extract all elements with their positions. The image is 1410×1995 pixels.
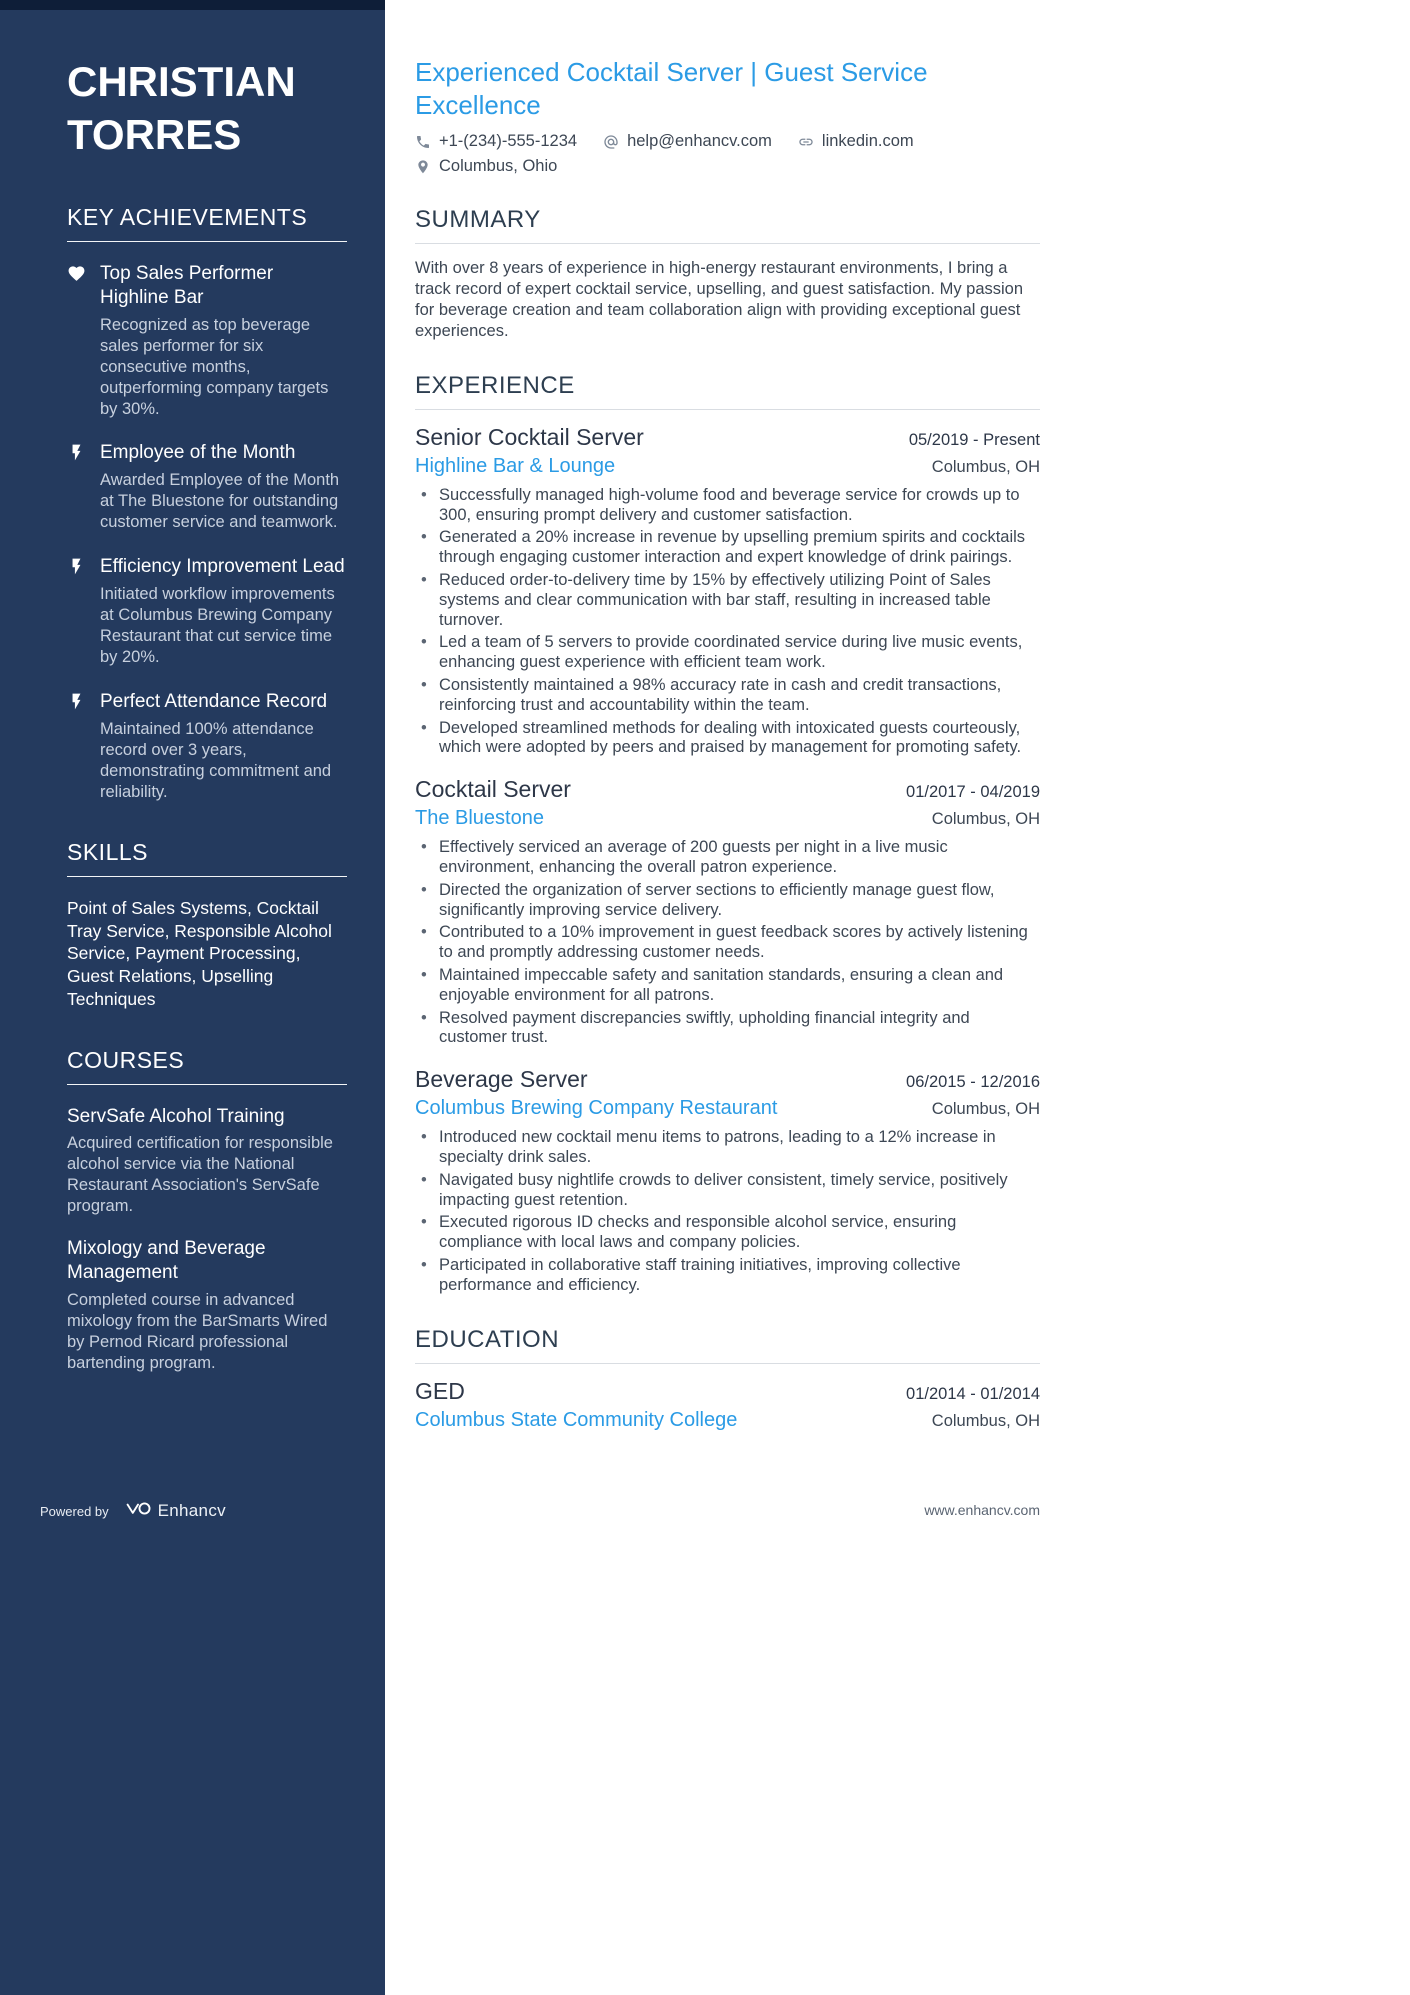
- job-dates: 05/2019 - Present: [908, 430, 1040, 449]
- sidebar-top-accent-bar: [0, 0, 385, 10]
- experience-heading: EXPERIENCE: [415, 372, 1040, 410]
- summary-heading: SUMMARY: [415, 206, 1040, 244]
- job-bullet-list: [415, 1128, 1040, 1295]
- powered-by-footer: [40, 1500, 226, 1522]
- experience-entry: [415, 1066, 1040, 1295]
- education-dates: 01/2014 - 01/2014: [906, 1384, 1040, 1403]
- sidebar: [0, 0, 385, 1995]
- job-location: Columbus, OH: [931, 810, 1040, 829]
- skills-heading: SKILLS: [67, 839, 347, 877]
- email-at-icon: [603, 134, 619, 150]
- achievement-text: Maintained 100% attendance record over 3 years, demonstrating commitment and reliability.: [100, 719, 332, 801]
- phone-number: +1-(234)-555-1234: [439, 132, 578, 151]
- achievement-title: Perfect Attendance Record: [100, 691, 328, 712]
- achievement-title: Top Sales Performer Highline Bar: [100, 262, 274, 308]
- job-bullet: • Introduced new cocktail menu items to patrons, leading to a 12% increase in specialty drink sales.: [415, 1128, 1040, 1168]
- job-bullet: • Effectively serviced an average of 200 guests per night in a live music environment, enhancing the overall patron experience.: [415, 838, 1040, 878]
- job-dates: 01/2017 - 04/2019: [906, 783, 1040, 802]
- achievement-text: Recognized as top beverage sales performer for six consecutive months, outperforming company targets by 30%.: [100, 315, 329, 418]
- course-item: [67, 1105, 347, 1218]
- experience-entry: [415, 776, 1040, 1048]
- enhancv-brand-label: Enhancv: [157, 1501, 226, 1520]
- location-item: [415, 157, 557, 176]
- job-bullet: • Successfully managed high-volume food and beverage service for crowds up to 300, ensuring prompt delivery and customer satisfaction.: [415, 486, 1040, 526]
- education-heading: EDUCATION: [415, 1326, 1040, 1364]
- job-dates: 06/2015 - 12/2016: [906, 1073, 1040, 1092]
- main-content: [385, 0, 1410, 1995]
- achievement-text: Awarded Employee of the Month at The Bluestone for outstanding customer service and teamwork.: [100, 471, 340, 532]
- course-title: Mixology and Beverage Management: [67, 1238, 266, 1284]
- job-bullet-list: [415, 838, 1040, 1048]
- resume-headline: Experienced Cocktail Server | Guest Service Excellence: [415, 57, 928, 121]
- achievement-item: [67, 441, 347, 533]
- education-school: Columbus State Community College: [415, 1408, 738, 1431]
- bolt-icon: [67, 555, 87, 668]
- job-bullet: • Generated a 20% increase in revenue by upselling premium spirits and cocktails through engaging customer interaction and expert knowledge of drink pairings.: [415, 528, 1040, 568]
- job-role: Beverage Server: [415, 1066, 588, 1093]
- experience-entry: [415, 424, 1040, 758]
- job-company: Columbus Brewing Company Restaurant: [415, 1097, 778, 1120]
- contact-row: [415, 157, 1040, 176]
- course-text: Completed course in advanced mixology from the BarSmarts Wired by Pernod Ricard professional bartending program.: [67, 1291, 328, 1372]
- heart-icon: [67, 262, 87, 420]
- achievement-title: Efficiency Improvement Lead: [100, 556, 345, 578]
- courses-heading: COURSES: [67, 1047, 347, 1085]
- job-bullet: • Led a team of 5 servers to provide coordinated service during live music events, enhancing guest experience with efficient team work.: [415, 633, 1040, 673]
- job-bullet: • Navigated busy nightlife crowds to deliver consistent, timely service, positively impacting guest retention.: [415, 1171, 1040, 1211]
- job-bullet: • Participated in collaborative staff training initiatives, improving collective performance and efficiency.: [415, 1256, 1040, 1296]
- achievement-item: [67, 262, 347, 420]
- education-entry: [415, 1378, 1040, 1432]
- phone-link[interactable]: [415, 132, 577, 151]
- linkedin-link[interactable]: [798, 132, 914, 151]
- enhancv-logo-icon: [125, 1500, 151, 1522]
- job-bullet: • Consistently maintained a 98% accuracy rate in cash and credit transactions, reinforcing trust and accountability within the team.: [415, 676, 1040, 716]
- job-location: Columbus, OH: [931, 457, 1040, 476]
- job-company: Highline Bar & Lounge: [415, 454, 616, 477]
- education-location: Columbus, OH: [931, 1411, 1040, 1430]
- course-item: [67, 1237, 347, 1374]
- job-bullet-list: [415, 486, 1040, 758]
- key-achievements-heading: KEY ACHIEVEMENTS: [67, 204, 347, 242]
- job-bullet: • Contributed to a 10% improvement in guest feedback scores by actively listening to and promptly addressing customer needs.: [415, 923, 1040, 963]
- phone-icon: [415, 134, 431, 150]
- job-location: Columbus, OH: [931, 1100, 1040, 1119]
- achievement-item: [67, 690, 347, 803]
- bolt-icon: [67, 441, 87, 533]
- job-bullet: • Directed the organization of server sections to efficiently manage guest flow, significantly improving service delivery.: [415, 881, 1040, 921]
- email-link[interactable]: [603, 132, 772, 151]
- job-bullet: • Reduced order-to-delivery time by 15% by effectively utilizing Point of Sales systems and clear communication with bar staff, resulting in increased table turnover.: [415, 571, 1040, 630]
- summary-text: With over 8 years of experience in high-energy restaurant environments, I bring a track record of expert cocktail service, upselling, and guest satisfaction. My passion for beverage creation and team collaboration align with providing exceptional guest experiences.: [415, 259, 1024, 340]
- job-company: The Bluestone: [415, 807, 544, 830]
- job-bullet: • Executed rigorous ID checks and responsible alcohol service, ensuring compliance with local laws and company policies.: [415, 1213, 1040, 1253]
- bolt-icon: [67, 690, 87, 803]
- course-title: ServSafe Alcohol Training: [67, 1105, 285, 1127]
- location-text: Columbus, Ohio: [439, 157, 558, 176]
- achievement-text: Initiated workflow improvements at Columbus Brewing Company Restaurant that cut service time by 20%.: [100, 585, 335, 667]
- course-text: Acquired certification for responsible alcohol service via the National Restaurant Association's ServSafe program.: [67, 1134, 333, 1216]
- candidate-name: CHRISTIAN TORRES: [67, 58, 296, 158]
- job-role: Cocktail Server: [415, 776, 571, 803]
- job-bullet: • Maintained impeccable safety and sanitation standards, ensuring a clean and enjoyable environment for all patrons.: [415, 966, 1040, 1006]
- job-role: Senior Cocktail Server: [415, 423, 644, 450]
- skills-list: Point of Sales Systems, Cocktail Tray Service, Responsible Alcohol Service, Payment Processing, Guest Relations, Upselling Techniques: [67, 897, 332, 1009]
- enhancv-brand-link[interactable]: [125, 1500, 226, 1522]
- powered-by-label: Powered by: [40, 1503, 109, 1519]
- achievement-title: Employee of the Month: [100, 442, 296, 464]
- location-pin-icon: [415, 159, 431, 175]
- job-bullet: • Developed streamlined methods for dealing with intoxicated guests courteously, which were adopted by peers and praised by management for promoting safety.: [415, 719, 1040, 759]
- email-address: help@enhancv.com: [627, 132, 772, 151]
- education-degree: GED: [415, 1377, 465, 1404]
- contact-row: [415, 132, 1040, 151]
- enhancv-url-link[interactable]: www.enhancv.com: [924, 1502, 1040, 1518]
- link-icon: [798, 134, 814, 150]
- achievement-item: [67, 555, 347, 668]
- linkedin-url: linkedin.com: [821, 132, 914, 151]
- job-bullet: • Resolved payment discrepancies swiftly, upholding financial integrity and customer trust.: [415, 1009, 1040, 1049]
